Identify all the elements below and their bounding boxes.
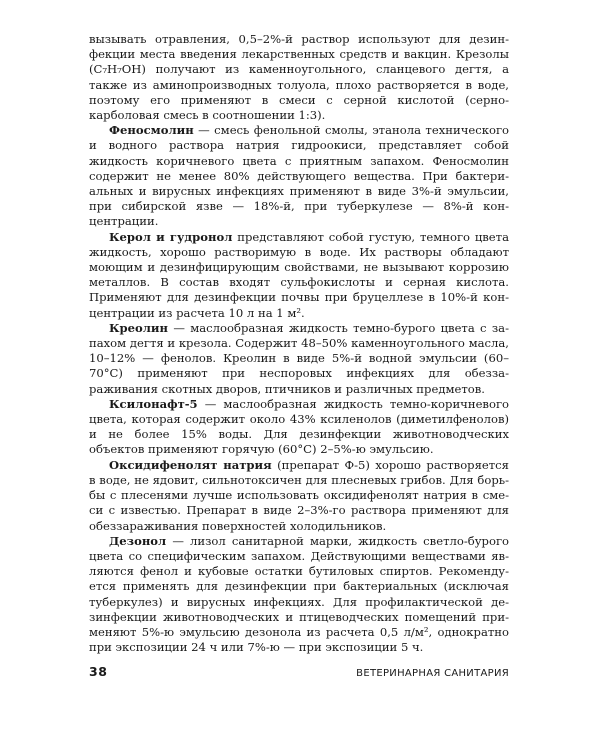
- page-number: 38: [89, 664, 108, 679]
- term-ksilonaft: Ксилонафт-5: [109, 396, 198, 411]
- paragraph-kreolin: [89, 321, 509, 397]
- paragraph-kerol: [89, 230, 509, 321]
- page-body: [89, 32, 509, 655]
- term-oksidifenolyat: Оксидифенолят натрия: [109, 457, 272, 472]
- paragraph-dezonol: [89, 534, 509, 656]
- paragraph-text: вызывать отравления, 0,5–2%-й раствор используют для дезинфекции места введения лекарственных средств и вакцин. Крезолы (C₇H₇OH) получают из каменноугольного, сланцевого дегтя, а также из аминопроизводных толуола, плохо растворяется в воде, поэтому его применяют в смеси с серной кислотой (серно-карболовая смесь в соотношении 1:3).: [89, 32, 509, 123]
- paragraph-text: — маслообразная жидкость темно-бурого цвета с запахом дегтя и крезола. Содержит 48–50% каменноугольного масла, 10–12% — фенолов. Креолин в виде 5%-й водной эмульсии (60–70°С) применяют при неспоровых инфекциях для обеззараживания скотных дворов, птичников и различных предметов.: [89, 320, 509, 396]
- paragraph-ksilonaft: [89, 397, 509, 458]
- paragraph-text: — смесь фенольной смолы, этанола технического и водного раствора натрия гидроокиси, представляет собой жидкость коричневого цвета с приятным запахом. Феносмолин содержит не менее 80% действующего вещества. При бактериальных и вирусных инфекциях применяют в виде 3%-й эмульсии, при сибирской язве — 18%-й, при туберкулезе — 8%-й концентрации.: [89, 123, 509, 229]
- paragraph-fenosmolin: [89, 123, 509, 229]
- paragraph-text: — лизол санитарной марки, жидкость светло-бурого цвета со специфическим запахом. Действующими веществами являются фенол и кубовые остатки бутиловых спиртов. Рекомендуется применять для дезинфекции при бактериальных (исключая туберкулез) и вирусных инфекциях. Для профилактической дезинфекции животноводческих и птицеводческих помещений применяют 5%-ю эмульсию дезонола из расчета 0,5 л/м², однократно при экспозиции 24 ч или 7%-ю — при экспозиции 5 ч.: [89, 533, 509, 655]
- paragraph-oksidifenolyat: [89, 458, 509, 534]
- paragraph-text: — маслообразная жидкость темно-коричневого цвета, которая содержит около 43% ксиленолов (диметилфенолов) и не более 15% воды. Для дезинфекции животноводческих объектов применяют горячую (60°С) 2–5%-ю эмульсию.: [89, 396, 509, 457]
- running-head: ВЕТЕРИНАРНАЯ САНИТАРИЯ: [356, 668, 509, 679]
- term-kerol: Керол и гудронол: [109, 229, 233, 244]
- term-fenosmolin: Феносмолин: [109, 123, 194, 138]
- page-footer: [89, 664, 509, 680]
- term-dezonol: Дезонол: [109, 533, 167, 548]
- paragraph-text: (препарат Ф-5) хорошо растворяется в воде, не ядовит, сильнотоксичен для плесневых грибов. Для борьбы с плесенями лучше использовать оксидифенолят натрия в смеси с известью. Препарат в виде 2–3%-го раствора применяют для обеззараживания поверхностей холодильников.: [89, 457, 509, 533]
- paragraph-text: представляют собой густую, темного цвета жидкость, хорошо растворимую в воде. Их растворы обладают моющим и дезинфицирующим свойствами, не вызывают коррозию металлов. В состав входят сульфокислоты и серная кислота. Применяют для дезинфекции почвы при бруцеллезе в 10%-й концентрации из расчета 10 л на 1 м².: [89, 229, 509, 320]
- term-kreolin: Креолин: [109, 320, 169, 335]
- paragraph-creosol: [89, 32, 509, 123]
